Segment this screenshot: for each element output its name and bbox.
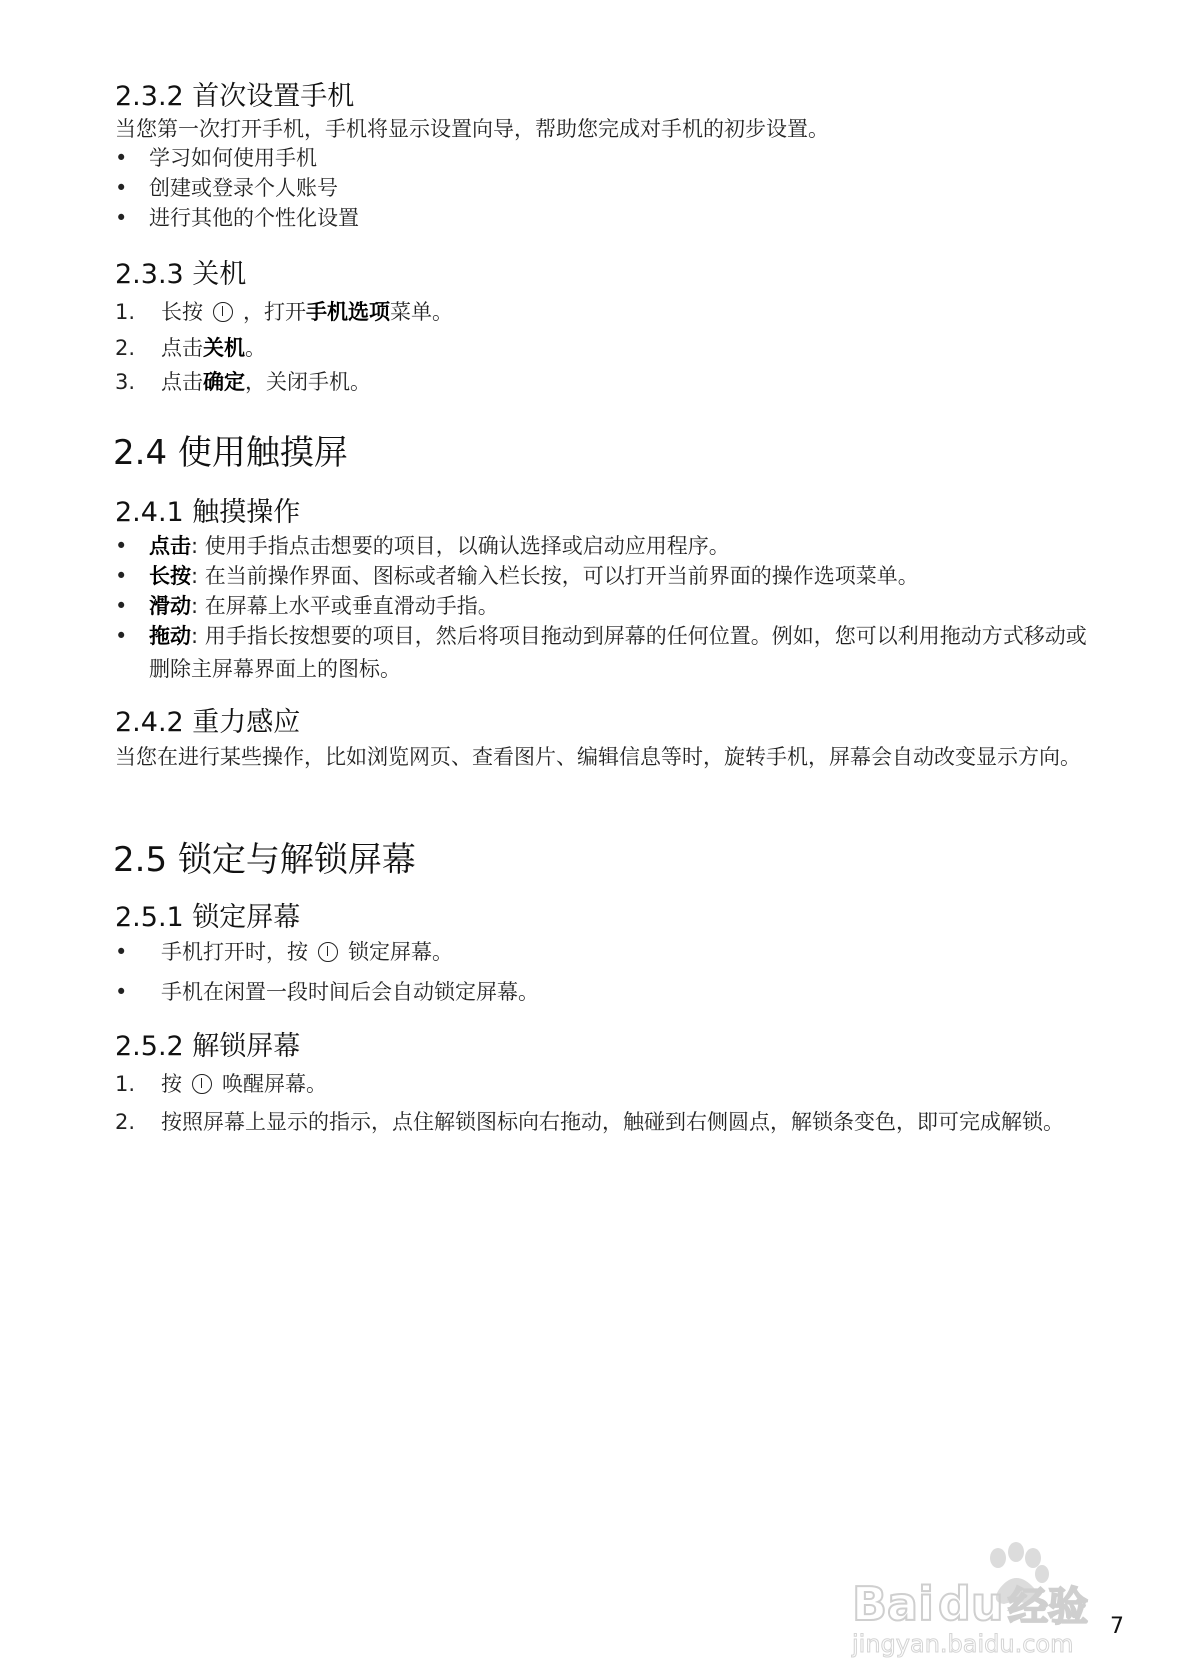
heading-2-5-1: 2.5.1 锁定屏幕 — [115, 902, 301, 933]
list-item-text: 学习如何使用手机 — [149, 146, 317, 170]
list-item-text: 点击: 使用手指点击想要的项目，以确认选择或启动应用程序。 — [149, 534, 730, 558]
list-item-text: 手机在闲置一段时间后会自动锁定屏幕。 — [161, 980, 539, 1004]
heading-2-3-2: 2.3.2 首次设置手机 — [115, 81, 355, 112]
bullet: • — [115, 534, 128, 558]
bullet: • — [115, 594, 128, 618]
baidu-jingyan-watermark — [850, 1540, 1130, 1660]
list-item-text: 进行其他的个性化设置 — [149, 206, 359, 230]
page-number: 7 — [1110, 1614, 1124, 1639]
bullet: • — [115, 624, 128, 648]
watermark-url: jingyan.baidu.com — [852, 1630, 1074, 1658]
step-number: 2. — [115, 336, 136, 360]
bullet: • — [115, 146, 128, 170]
step-text: 按照屏幕上显示的指示，点住解锁图标向右拖动，触碰到右侧圆点，解锁条变色，即可完成解锁。 — [161, 1110, 1064, 1134]
power-icon — [192, 1074, 212, 1094]
step-number: 1. — [115, 300, 136, 324]
bullet: • — [115, 564, 128, 588]
step-text: 长按 ，打开手机选项菜单。 — [161, 300, 453, 324]
heading-2-4-1: 2.4.1 触摸操作 — [115, 497, 301, 528]
list-item-text: 拖动: 用手指长按想要的项目，然后将项目拖动到屏幕的任何位置。例如，您可以利用拖动方式移动或删除主屏幕界面上的图标。 — [149, 624, 1087, 681]
bullet: • — [115, 206, 128, 230]
step-number: 3. — [115, 370, 136, 394]
step-number: 1. — [115, 1072, 136, 1096]
heading-2-5-2: 2.5.2 解锁屏幕 — [115, 1031, 301, 1062]
list-item-text: 手机打开时，按 锁定屏幕。 — [161, 940, 453, 964]
heading-2-4: 2.4 使用触摸屏 — [113, 433, 348, 473]
step-text: 点击关机。 — [161, 336, 266, 360]
heading-2-3-3: 2.3.3 关机 — [115, 259, 247, 290]
paragraph-setup-intro: 当您第一次打开手机，手机将显示设置向导，帮助您完成对手机的初步设置。 — [115, 117, 829, 141]
list-item-text: 长按: 在当前操作界面、图标或者输入栏长按，可以打开当前界面的操作选项菜单。 — [149, 564, 919, 588]
power-icon — [213, 302, 233, 322]
bullet: • — [115, 980, 128, 1004]
step-text: 点击确定，关闭手机。 — [161, 370, 371, 394]
watermark-brand-2: du — [938, 1577, 1004, 1631]
step-text: 按 唤醒屏幕。 — [161, 1072, 327, 1096]
step-number: 2. — [115, 1110, 136, 1134]
list-item-text: 滑动: 在屏幕上水平或垂直滑动手指。 — [149, 594, 499, 618]
watermark-brand: Bai — [852, 1577, 934, 1631]
bullet: • — [115, 940, 128, 964]
list-item-text: 创建或登录个人账号 — [149, 176, 338, 200]
bullet: • — [115, 176, 128, 200]
watermark-cn: 经验 — [1008, 1584, 1088, 1630]
heading-2-5: 2.5 锁定与解锁屏幕 — [113, 840, 416, 880]
paragraph-gravity: 当您在进行某些操作，比如浏览网页、查看图片、编辑信息等时，旋转手机，屏幕会自动改变显示方向。 — [115, 745, 1081, 769]
power-icon — [318, 942, 338, 962]
heading-2-4-2: 2.4.2 重力感应 — [115, 707, 301, 738]
